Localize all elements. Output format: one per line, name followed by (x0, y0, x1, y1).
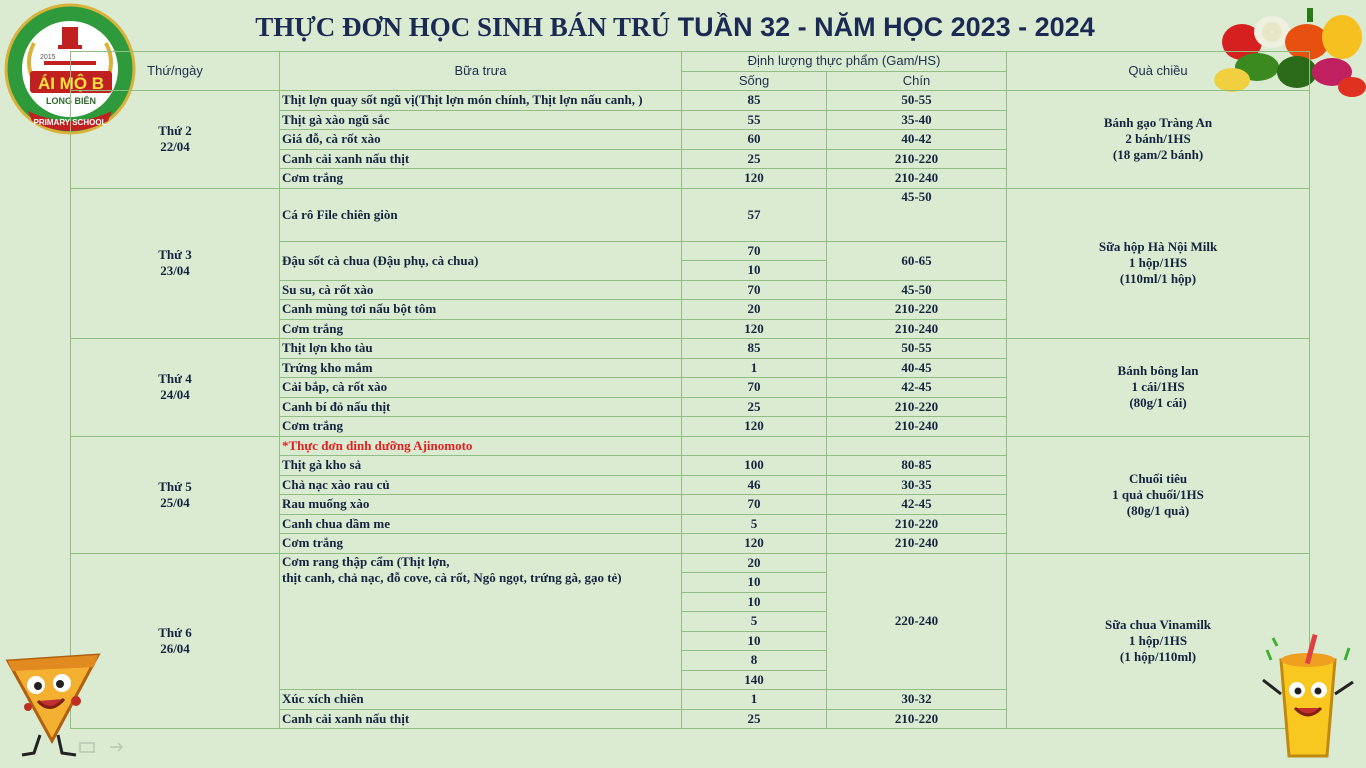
raw-cell: 5 (682, 612, 827, 632)
cooked-cell: 210-240 (827, 319, 1007, 339)
dish-cell: Canh bí đỏ nấu thịt (280, 397, 682, 417)
header-quantity: Định lượng thực phẩm (Gam/HS) (682, 52, 1007, 72)
svg-text:2015: 2015 (40, 54, 56, 61)
dish-cell: Su su, cà rốt xào (280, 280, 682, 300)
raw-cell: 25 (682, 149, 827, 169)
juice-mascot-image (1253, 630, 1363, 766)
header-cooked: Chín (827, 71, 1007, 91)
cooked-cell: 210-220 (827, 709, 1007, 729)
raw-cell: 10 (682, 573, 827, 593)
raw-cell: 46 (682, 475, 827, 495)
cooked-cell: 210-220 (827, 149, 1007, 169)
raw-cell: 20 (682, 553, 827, 573)
svg-text:PRIMARY SCHOOL: PRIMARY SCHOOL (33, 118, 107, 127)
cooked-cell: 30-35 (827, 475, 1007, 495)
cooked-cell: 50-55 (827, 339, 1007, 359)
raw-cell (682, 436, 827, 456)
day-cell: Thứ 6 26/04 (71, 553, 280, 729)
raw-cell: 120 (682, 534, 827, 554)
raw-cell: 120 (682, 169, 827, 189)
svg-text:ÁI MỘ B: ÁI MỘ B (37, 74, 105, 93)
day-cell: Thứ 3 23/04 (71, 188, 280, 339)
cooked-cell: 40-45 (827, 358, 1007, 378)
header-snack: Quà chiều (1007, 52, 1310, 91)
cooked-cell: 210-220 (827, 397, 1007, 417)
dish-cell: Chả nạc xào rau củ (280, 475, 682, 495)
raw-cell: 120 (682, 319, 827, 339)
dish-cell: Canh mùng tơi nấu bột tôm (280, 300, 682, 320)
raw-cell: 20 (682, 300, 827, 320)
header-day: Thứ/ngày (71, 52, 280, 91)
cooked-cell: 210-220 (827, 514, 1007, 534)
cooked-cell: 210-240 (827, 417, 1007, 437)
cooked-cell: 210-240 (827, 169, 1007, 189)
day-cell: Thứ 4 24/04 (71, 339, 280, 437)
raw-cell: 100 (682, 456, 827, 476)
dish-cell: Cơm trắng (280, 169, 682, 189)
title-part1: THỰC ĐƠN HỌC SINH BÁN TRÚ (255, 12, 671, 42)
snack-cell: Bánh bông lan 1 cái/1HS (80g/1 cái) (1007, 339, 1310, 437)
dish-cell: Thịt lợn quay sốt ngũ vị(Thịt lợn món chính, Thịt lợn nấu canh, ) (280, 91, 682, 111)
raw-cell: 70 (682, 280, 827, 300)
raw-cell: 60 (682, 130, 827, 150)
cooked-cell: 210-220 (827, 300, 1007, 320)
dish-cell: Canh cải xanh nấu thịt (280, 149, 682, 169)
raw-cell: 1 (682, 690, 827, 710)
day-cell: Thứ 5 25/04 (71, 436, 280, 553)
page-title (175, 12, 1175, 48)
dish-cell: Đậu sốt cà chua (Đậu phụ, cà chua) (280, 241, 682, 280)
raw-cell: 120 (682, 417, 827, 437)
raw-cell: 140 (682, 670, 827, 690)
cooked-cell: 50-55 (827, 91, 1007, 111)
cooked-cell: 60-65 (827, 241, 1007, 280)
raw-cell: 70 (682, 495, 827, 515)
dish-cell: Cá rô File chiên giòn (280, 188, 682, 241)
dish-cell: Cơm trắng (280, 534, 682, 554)
raw-cell: 70 (682, 241, 827, 261)
table-row (71, 553, 1310, 573)
dish-cell: Cơm trắng (280, 319, 682, 339)
dish-cell: Thịt lợn kho tàu (280, 339, 682, 359)
raw-cell: 10 (682, 631, 827, 651)
snack-cell: Sữa chua Vinamilk 1 hộp/1HS (1 hộp/110ml) (1007, 553, 1310, 729)
raw-cell: 85 (682, 339, 827, 359)
dish-cell: Cải bắp, cà rốt xào (280, 378, 682, 398)
cooked-cell: 35-40 (827, 110, 1007, 130)
snack-cell: Sữa hộp Hà Nội Milk 1 hộp/1HS (110ml/1 hộp) (1007, 188, 1310, 339)
raw-cell: 70 (682, 378, 827, 398)
menu-table (70, 51, 1310, 729)
dish-cell: Thịt gà xào ngũ sắc (280, 110, 682, 130)
raw-cell: 1 (682, 358, 827, 378)
title-part2: TUẦN 32 - NĂM HỌC 2023 - 2024 (677, 12, 1095, 42)
cooked-cell: 30-32 (827, 690, 1007, 710)
snack-cell: Bánh gạo Tràng An 2 bánh/1HS (18 gam/2 bánh) (1007, 91, 1310, 189)
table-row (71, 91, 1310, 111)
raw-cell: 10 (682, 592, 827, 612)
dish-cell: Xúc xích chiên (280, 690, 682, 710)
cooked-cell: 42-45 (827, 378, 1007, 398)
day-cell: Thứ 2 22/04 (71, 91, 280, 189)
raw-cell: 8 (682, 651, 827, 671)
header-raw: Sống (682, 71, 827, 91)
header-lunch: Bữa trưa (280, 52, 682, 91)
raw-cell: 5 (682, 514, 827, 534)
cooked-cell: 42-45 (827, 495, 1007, 515)
dish-cell: Cơm trắng (280, 417, 682, 437)
cooked-cell: 40-42 (827, 130, 1007, 150)
dish-cell: Thịt gà kho sả (280, 456, 682, 476)
cooked-cell (827, 436, 1007, 456)
cooked-cell: 210-240 (827, 534, 1007, 554)
cooked-cell: 220-240 (827, 553, 1007, 690)
raw-cell: 55 (682, 110, 827, 130)
snack-cell: Chuối tiêu 1 quả chuối/1HS (80g/1 quả) (1007, 436, 1310, 553)
raw-cell: 85 (682, 91, 827, 111)
dish-cell: Trứng kho mắm (280, 358, 682, 378)
special-menu-note: *Thực đơn dinh dưỡng Ajinomoto (280, 436, 682, 456)
dish-cell: Canh chua dầm me (280, 514, 682, 534)
dish-cell: Giá đỗ, cà rốt xào (280, 130, 682, 150)
raw-cell: 25 (682, 397, 827, 417)
cooked-cell: 80-85 (827, 456, 1007, 476)
table-row (71, 436, 1310, 456)
raw-cell: 10 (682, 261, 827, 281)
cooked-cell: 45-50 (827, 188, 1007, 241)
svg-text:LONG BIÊN: LONG BIÊN (45, 96, 97, 106)
fried-rice-dish-cell: Cơm rang thập cẩm (Thịt lợn, thịt canh, chả nạc, đỗ cove, cà rốt, Ngô ngọt, trứng gà, gạo tẻ) (280, 553, 682, 690)
dish-cell: Canh cải xanh nấu thịt (280, 709, 682, 729)
dish-cell: Rau muống xào (280, 495, 682, 515)
cooked-cell: 45-50 (827, 280, 1007, 300)
slide-nav-icons[interactable] (78, 740, 128, 754)
table-row (71, 339, 1310, 359)
raw-cell: 57 (682, 188, 827, 241)
raw-cell: 25 (682, 709, 827, 729)
